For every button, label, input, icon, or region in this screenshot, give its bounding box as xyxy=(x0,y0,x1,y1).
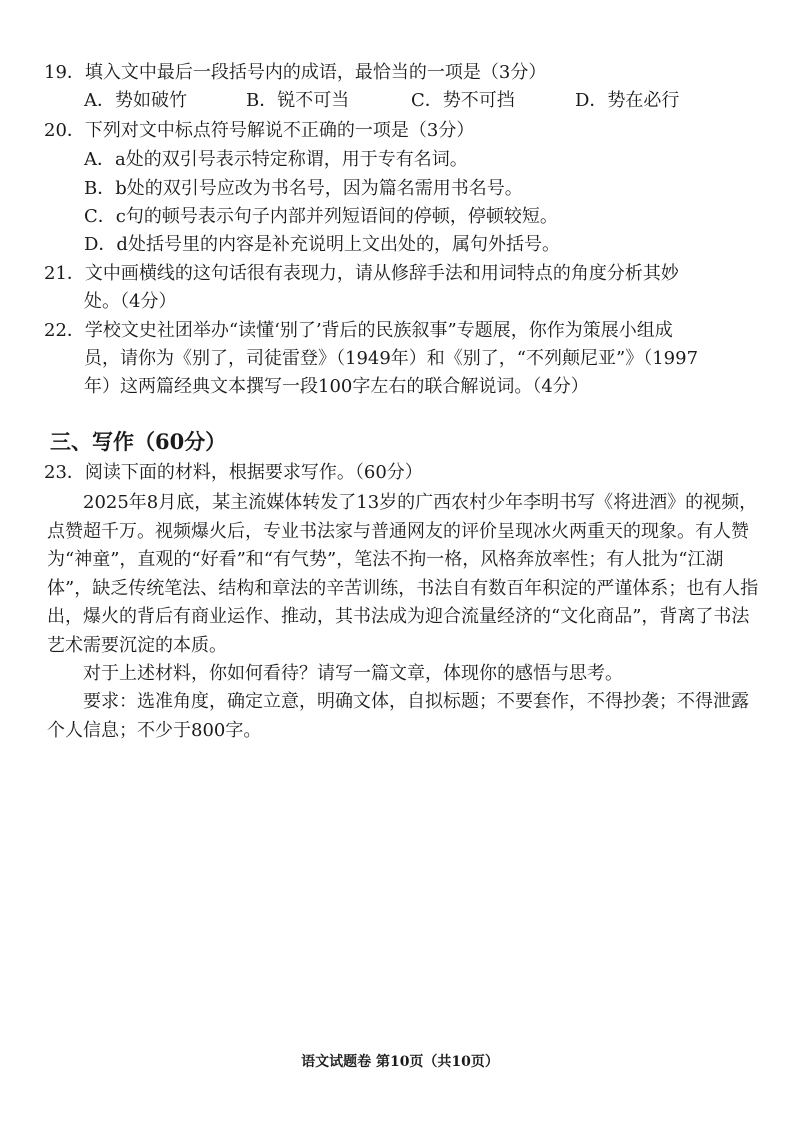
q23-material: 2025年8月底，某主流媒体转发了13岁的广西农村少年李明书写《将进酒》的视频，点赞超千万。视频爆火后，专业书法家与普通网友的评价呈现冰火两重天的现象。有人赞为“神童”，直观的“好看”和“有气势”，笔法不拘一格，风格奔放率性；有人批为“江湖体”，缺乏传统笔法、结构和章法的辛苦训练，书法自有数百年积淀的严谨体系；也有人指出，爆火的背后有商业运作、推动，其书法成为迎合流量经济的“文化商品”，背离了书法艺术需要沉淀的本质。 xyxy=(47,492,759,656)
q19-option-d: D．势在必行 xyxy=(575,90,680,111)
q23-stem: 23．阅读下面的材料，根据要求写作。（60分） xyxy=(44,462,423,483)
q20-option-a: A．a处的双引号表示特定称谓，用于专有名词。 xyxy=(84,149,468,170)
section-title-writing: 三、写作（60分） xyxy=(50,429,227,454)
q19-option-b: B．锐不可当 xyxy=(246,90,350,111)
q22-line-2: 员，请你为《别了，司徒雷登》（1949年）和《别了，“不列颠尼亚”》（1997 xyxy=(84,348,699,369)
q22-line-1: 22．学校文史社团举办“读懂‘别了’背后的民族叙事”专题展，你作为策展小组成 xyxy=(44,320,673,341)
q20-option-b: B．b处的双引号应改为书名号，因为篇名需用书名号。 xyxy=(84,178,523,199)
q20-option-d: D．d处括号里的内容是补充说明上文出处的，属句外括号。 xyxy=(84,234,560,255)
q19-option-a: A．势如破竹 xyxy=(84,90,187,111)
q21-line-1: 21．文中画横线的这句话很有表现力，请从修辞手法和用词特点的角度分析其妙 xyxy=(44,263,679,284)
q19-stem: 19．填入文中最后一段括号内的成语，最恰当的一项是（3分） xyxy=(44,62,547,83)
q19-option-c: C．势不可挡 xyxy=(411,90,515,111)
q20-stem: 20．下列对文中标点符号解说不正确的一项是（3分） xyxy=(44,120,475,141)
q21-line-2: 处。（4分） xyxy=(84,291,177,312)
q23-prompt: 对于上述材料，你如何看待？请写一篇文章，体现你的感悟与思考。 xyxy=(83,663,623,684)
q22-line-3: 年）这两篇经典文本撰写一段100字左右的联合解说词。（4分） xyxy=(84,376,589,397)
page-footer: 语文试题卷 第10页（共10页） xyxy=(301,1054,499,1070)
q20-option-c: C．c句的顿号表示句子内部并列短语间的停顿，停顿较短。 xyxy=(84,206,558,227)
q23-requirements: 要求：选准角度，确定立意，明确文体，自拟标题；不要套作，不得抄袭；不得泄露个人信息；不少于800字。 xyxy=(47,691,749,741)
